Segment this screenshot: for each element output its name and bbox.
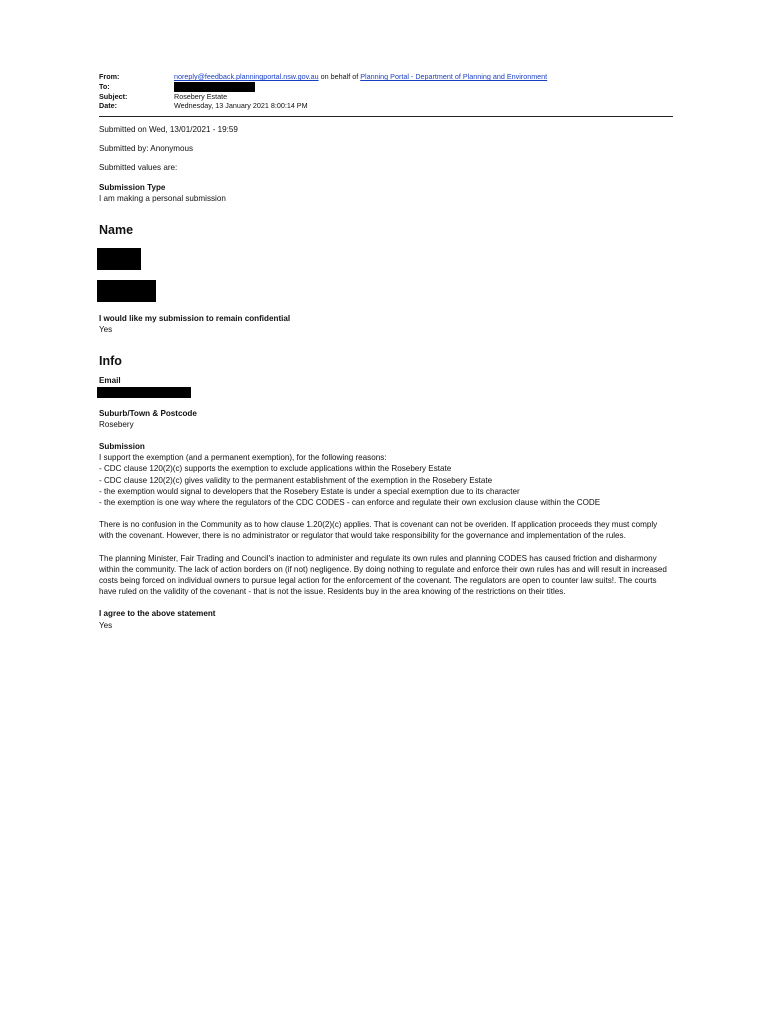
date-row — [99, 101, 673, 111]
date-label: Date: — [99, 101, 117, 111]
confidential-value: Yes — [99, 325, 113, 335]
subject-row — [99, 92, 673, 102]
to-redaction — [174, 82, 255, 92]
submission-bullet: - CDC clause 120(2)(c) gives validity to the permanent establishment of the exemption in the Rosebery Estate — [99, 475, 493, 485]
submission-paragraph-1: There is no confusion in the Community as to how clause 1.20(2)(c) applies. That is covenant can not be overiden. If application proceeds they must comply with the covenant. However, there is no administrator or regulator that would take responsibility for the governance and implementation of the rules. — [99, 520, 658, 541]
date-value: Wednesday, 13 January 2021 8:00:14 PM — [174, 101, 308, 111]
confidential-label: I would like my submission to remain confidential — [99, 314, 291, 324]
submitted-on: Submitted on Wed, 13/01/2021 - 19:59 — [99, 125, 238, 134]
from-value — [174, 72, 673, 82]
subject-value: Rosebery Estate — [174, 91, 228, 101]
from-middle-text: on behalf of — [318, 72, 361, 81]
from-org-link[interactable]: Planning Portal - Department of Planning and Environment — [360, 72, 548, 81]
submission-type-value: I am making a personal submission — [99, 193, 226, 203]
header-divider — [99, 116, 673, 117]
suburb-value: Rosebery — [99, 419, 134, 429]
submitted-by: Submitted by: Anonymous — [99, 144, 194, 154]
to-label: To: — [99, 81, 110, 91]
submission-bullet: - CDC clause 120(2)(c) supports the exemption to exclude applications within the Rosebery Estate — [99, 464, 452, 474]
to-value — [174, 82, 673, 92]
submission-intro: I support the exemption (and a permanent exemption), for the following reasons: — [99, 453, 387, 463]
agree-value: Yes — [99, 620, 113, 630]
name-heading: Name — [99, 223, 134, 238]
from-email-link[interactable]: noreply@feedback.planningportal.nsw.gov.au — [174, 72, 319, 81]
from-label: From: — [99, 72, 120, 81]
email-redaction — [97, 387, 191, 398]
submission-label: Submission — [99, 442, 145, 452]
email-label: Email — [99, 376, 121, 386]
from-row — [99, 72, 673, 82]
subject-label: Subject: — [99, 91, 128, 101]
submission-bullet: - the exemption is one way where the regulators of the CDC CODES - can enforce and regulate their own exclusion clause within the CODE — [99, 498, 601, 508]
submitted-values: Submitted values are: — [99, 163, 178, 173]
agree-label: I agree to the above statement — [99, 609, 216, 619]
email-header — [99, 72, 673, 111]
submission-bullet: - the exemption would signal to developers that the Rosebery Estate is under a special exemption due to its character — [99, 486, 520, 496]
to-row — [99, 82, 673, 92]
email-body — [99, 124, 673, 631]
submission-paragraph-2: The planning Minister, Fair Trading and Council's inaction to administer and regulate its own rules and planning CODES has caused friction and disharmony within the community. The lack of action borders on (if not) negligence. By doing nothing to regulate and enforce their own rules has and will result in increased costs being forced on individual owners to pursue legal action for the enforcement of the covenant. The regulators are open to counter law suits!. The courts have ruled on the validity of the covenant - that is not the issue. Residents buy in the area knowing of the restrictions on their titles. — [99, 553, 667, 597]
suburb-label: Suburb/Town & Postcode — [99, 408, 197, 418]
info-heading: Info — [99, 354, 122, 369]
submission-type-label: Submission Type — [99, 182, 166, 192]
name-redaction-last — [97, 280, 156, 302]
name-redaction-first — [97, 248, 141, 270]
